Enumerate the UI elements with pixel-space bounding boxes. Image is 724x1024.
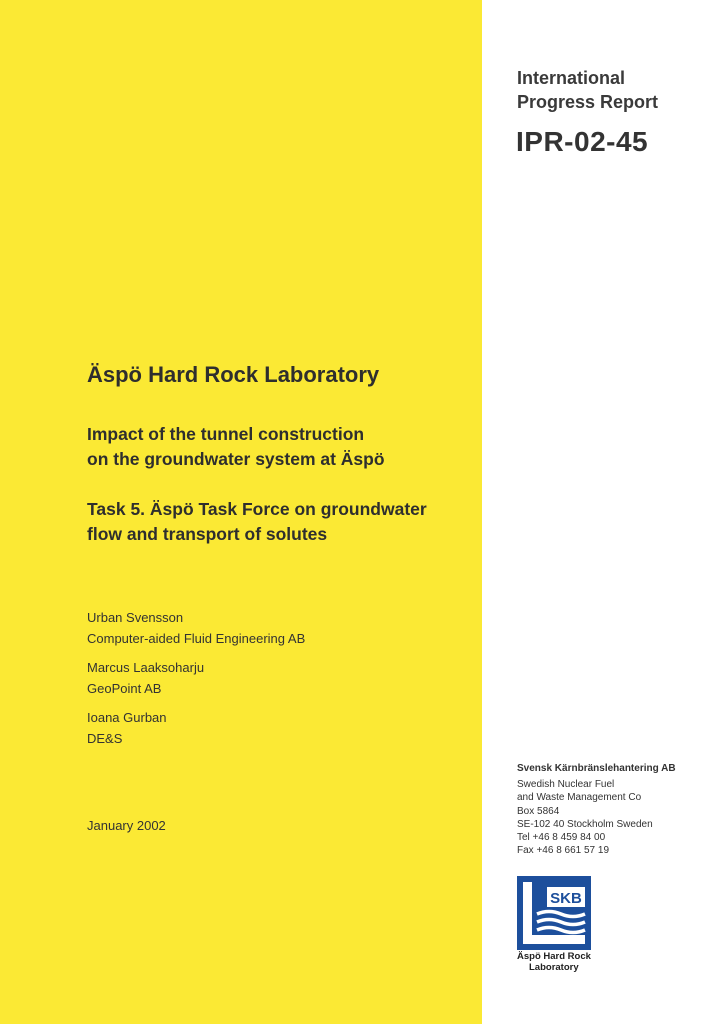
publisher-name: Svensk Kärnbränslehantering AB [517, 763, 676, 774]
skb-logo-icon [517, 876, 591, 950]
publisher-line: and Waste Management Co [517, 792, 642, 804]
author-name: Marcus Laaksoharju [87, 660, 205, 675]
report-type-line-1: International [517, 68, 626, 88]
logo-text: SKB [550, 890, 582, 907]
task-title-line-1: Task 5. Äspö Task Force on groundwater [87, 499, 427, 519]
publisher-line: Tel +46 8 459 84 00 [517, 832, 606, 844]
author-name: Urban Svensson [87, 610, 184, 625]
publisher-line: Swedish Nuclear Fuel [517, 779, 615, 791]
publisher-line: Fax +46 8 661 57 19 [517, 845, 610, 857]
report-type-line-2: Progress Report [517, 92, 659, 112]
author-list [87, 607, 305, 757]
report-number: IPR-02-45 [516, 126, 649, 157]
author-entry [87, 657, 305, 699]
logo-caption-line-1: Äspö Hard Rock [517, 951, 591, 962]
author-affiliation: GeoPoint AB [87, 681, 162, 696]
author-name: Ioana Gurban [87, 710, 167, 725]
task-title-line-2: flow and transport of solutes [87, 524, 328, 544]
task-title [87, 497, 477, 547]
author-entry [87, 707, 305, 749]
subtitle-line-2: on the groundwater system at Äspö [87, 449, 385, 469]
subtitle [87, 422, 477, 472]
publisher-info [517, 762, 717, 857]
author-entry [87, 607, 305, 649]
publisher-line: SE-102 40 Stockholm Sweden [517, 818, 653, 830]
logo-caption [517, 951, 597, 973]
publisher-line: Box 5864 [517, 805, 560, 817]
main-title: Äspö Hard Rock Laboratory [87, 362, 380, 387]
report-type [517, 66, 717, 114]
subtitle-line-1: Impact of the tunnel construction [87, 424, 365, 444]
logo-caption-line-2: Laboratory [529, 962, 579, 973]
publication-date: January 2002 [87, 818, 166, 833]
author-affiliation: Computer-aided Fluid Engineering AB [87, 631, 306, 646]
author-affiliation: DE&S [87, 731, 123, 746]
